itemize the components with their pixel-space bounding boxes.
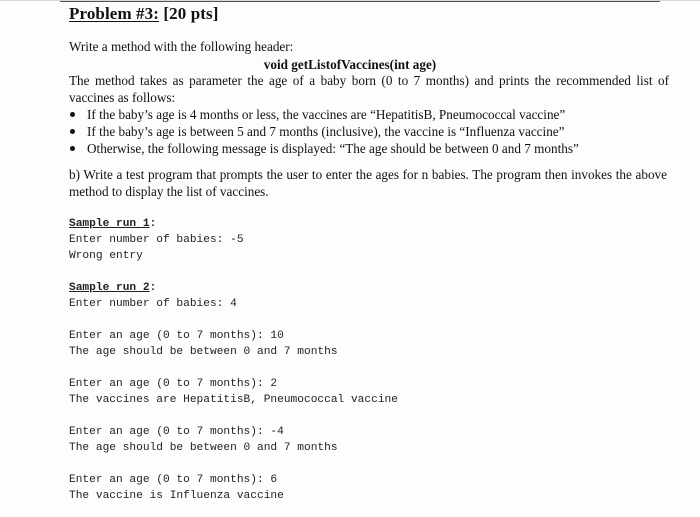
console-line: The vaccine is Influenza vaccine <box>69 490 284 502</box>
problem-title <box>69 4 219 24</box>
bullet-icon <box>70 112 75 117</box>
method-header: void getListofVaccines(int age) <box>263 57 437 72</box>
top-divider <box>60 1 660 2</box>
console-line: Enter an age (0 to 7 months): 10 <box>69 330 284 342</box>
list-item <box>69 140 579 157</box>
method-description: The method takes as parameter the age of a baby born (0 to 7 months) and prints the recommended list of vaccines as follows: <box>69 73 669 105</box>
console-line: Enter an age (0 to 7 months): 2 <box>69 378 278 390</box>
console-line: Enter an age (0 to 7 months): -4 <box>69 426 284 438</box>
sample-run-2-label: Sample run 2: <box>69 282 157 294</box>
rule-text: Otherwise, the following message is displayed: “The age should be between 0 and 7 months” <box>87 141 579 157</box>
part-b-text: b) Write a test program that prompts the user to enter the ages for n babies. The program then invokes the above method to display the list of vaccines. <box>69 167 667 199</box>
console-line: Enter number of babies: 4 <box>69 298 237 310</box>
console-line: Enter an age (0 to 7 months): 6 <box>69 474 278 486</box>
console-line: The vaccines are HepatitisB, Pneumococcal vaccine <box>69 394 398 406</box>
console-line: Enter number of babies: -5 <box>69 234 244 246</box>
rule-list <box>69 106 579 158</box>
rule-text: If the baby’s age is 4 months or less, the vaccines are “HepatitisB, Pneumococcal vaccine” <box>87 107 566 122</box>
list-item <box>69 123 579 140</box>
rule-text: If the baby’s age is between 5 and 7 months (inclusive), the vaccine is “Influenza vaccine” <box>87 124 565 140</box>
console-line: Wrong entry <box>69 250 143 262</box>
sample-run-1-label: Sample run 1: <box>69 218 157 230</box>
problem-title-label: Problem #3: <box>69 4 160 23</box>
bullet-icon <box>70 146 75 151</box>
list-item <box>69 106 579 123</box>
console-line: The age should be between 0 and 7 months <box>69 346 338 358</box>
intro-text: Write a method with the following header: <box>69 39 294 54</box>
console-line: The age should be between 0 and 7 months <box>69 442 338 454</box>
bullet-icon <box>70 129 75 134</box>
problem-points: [20 pts] <box>159 4 219 23</box>
